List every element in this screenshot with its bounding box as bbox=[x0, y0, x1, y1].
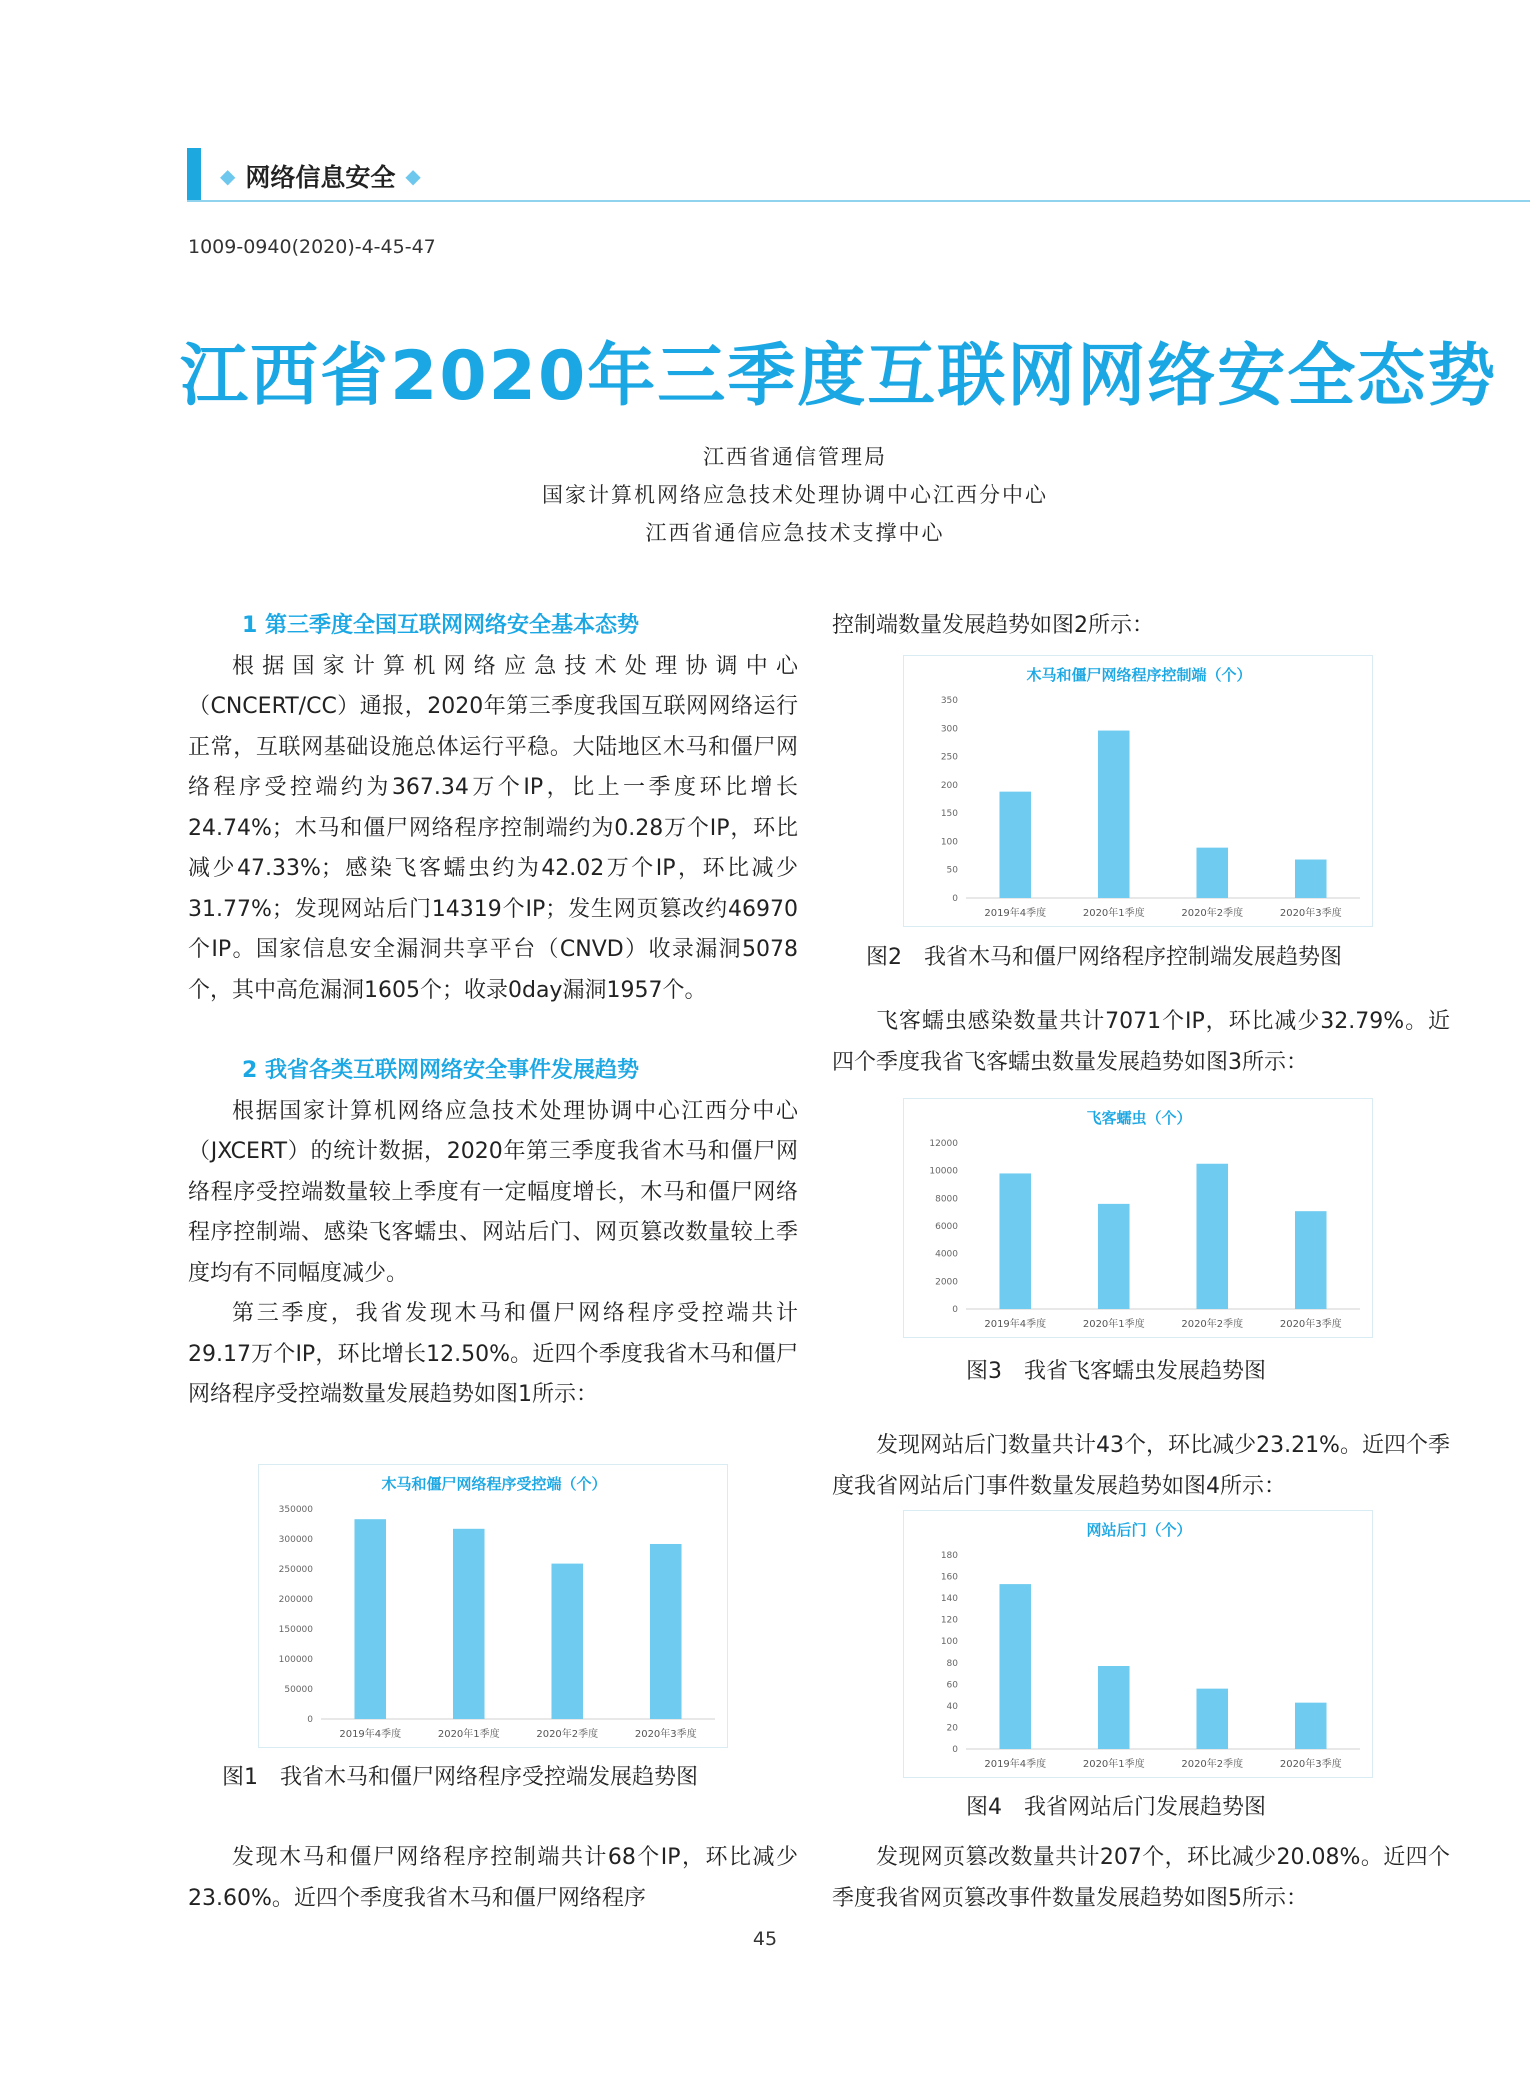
bar bbox=[1196, 1164, 1228, 1309]
y-tick-label: 4000 bbox=[935, 1249, 958, 1260]
y-tick-label: 100000 bbox=[278, 1655, 313, 1665]
left-column bbox=[188, 606, 798, 1416]
paragraph: 发现网页篡改数量共计207个，环比减少20.08%。近四个季度我省网页篡改事件数量发展趋势如图5所示： bbox=[832, 1845, 1450, 1911]
section-heading: 2 我省各类互联网网络安全事件发展趋势 bbox=[242, 1058, 639, 1083]
bar bbox=[453, 1529, 485, 1719]
bar-chart-svg bbox=[259, 1465, 729, 1749]
x-tick-label: 2020年3季度 bbox=[1279, 908, 1342, 919]
header-rule bbox=[187, 200, 1530, 202]
bar bbox=[1098, 1666, 1130, 1749]
x-tick-label: 2020年1季度 bbox=[1082, 1319, 1145, 1330]
y-tick-label: 100 bbox=[940, 837, 958, 848]
figure-4-chart bbox=[903, 1510, 1373, 1778]
y-tick-label: 140 bbox=[940, 1594, 958, 1605]
right-column-para bbox=[832, 1426, 1450, 1507]
paragraph: 控制端数量发展趋势如图2所示： bbox=[832, 613, 1154, 638]
figure-caption: 图1 我省木马和僵尸网络程序受控端发展趋势图 bbox=[222, 1765, 698, 1790]
y-tick-label: 300000 bbox=[278, 1535, 313, 1545]
bar bbox=[354, 1519, 386, 1719]
y-tick-label: 60 bbox=[946, 1680, 958, 1691]
x-tick-label: 2020年2季度 bbox=[1181, 1319, 1244, 1330]
bar bbox=[1295, 1703, 1327, 1749]
bar bbox=[1295, 1211, 1327, 1309]
right-column-para bbox=[832, 1002, 1450, 1083]
section-label-text: 网络信息安全 bbox=[245, 163, 396, 192]
y-tick-label: 300 bbox=[940, 724, 958, 735]
x-tick-label: 2020年1季度 bbox=[1082, 908, 1145, 919]
bar bbox=[999, 1173, 1031, 1309]
y-tick-label: 180 bbox=[940, 1551, 958, 1561]
y-tick-label: 12000 bbox=[929, 1139, 958, 1149]
bar bbox=[650, 1544, 682, 1719]
paragraph: 发现木马和僵尸网络程序控制端共计68个IP，环比减少23.60%。近四个季度我省木马和僵尸网络程序 bbox=[188, 1845, 798, 1911]
x-tick-label: 2020年3季度 bbox=[1279, 1319, 1342, 1330]
affiliation: 国家计算机网络应急技术处理协调中心江西分中心 bbox=[542, 483, 1048, 507]
affiliation: 江西省通信应急技术支撑中心 bbox=[645, 521, 945, 545]
x-tick-label: 2019年4季度 bbox=[339, 1729, 402, 1740]
x-tick-label: 2019年4季度 bbox=[984, 908, 1047, 919]
x-tick-label: 2020年1季度 bbox=[437, 1729, 500, 1740]
article-title: 江西省2020年三季度互联网网络安全态势 bbox=[180, 337, 1498, 416]
chart-title: 木马和僵尸网络程序受控端（个） bbox=[381, 1475, 607, 1493]
y-tick-label: 250000 bbox=[278, 1565, 313, 1575]
y-tick-label: 120 bbox=[940, 1615, 958, 1626]
y-tick-label: 350 bbox=[940, 696, 958, 706]
y-tick-label: 150 bbox=[940, 809, 958, 820]
y-tick-label: 160 bbox=[940, 1572, 958, 1583]
y-tick-label: 40 bbox=[946, 1701, 958, 1712]
y-tick-label: 0 bbox=[952, 1745, 958, 1755]
x-tick-label: 2020年2季度 bbox=[1181, 1759, 1244, 1770]
y-tick-label: 0 bbox=[952, 1305, 958, 1315]
y-tick-label: 0 bbox=[307, 1715, 313, 1725]
chart-title: 网站后门（个） bbox=[1086, 1521, 1192, 1539]
paragraph: 发现网站后门数量共计43个，环比减少23.21%。近四个季度我省网站后门事件数量发展趋势如图4所示： bbox=[832, 1433, 1450, 1499]
bar bbox=[1196, 1689, 1228, 1749]
y-tick-label: 8000 bbox=[935, 1194, 958, 1205]
y-tick-label: 20 bbox=[946, 1723, 958, 1734]
header-accent-bar bbox=[187, 148, 201, 200]
paragraph: 根据国家计算机网络应急技术处理协调中心（CNCERT/CC）通报，2020年第三季度我国互联网网络运行正常，互联网基础设施总体运行平稳。大陆地区木马和僵尸网络程序受控端约为367.34万个IP，比上一季度环比增长24.74%；木马和僵尸网络程序控制端约为0.28万个IP，环比减少47.33%；感染飞客蠕虫约为42.02万个IP，环比减少31.77%；发现网站后门14319个IP；发生网页篡改约46970个IP。国家信息安全漏洞共享平台（CNVD）收录漏洞5078个，其中高危漏洞1605个；收录0day漏洞1957个。 bbox=[188, 653, 798, 1003]
affiliations bbox=[0, 438, 1530, 552]
x-tick-label: 2019年4季度 bbox=[984, 1759, 1047, 1770]
bar bbox=[999, 1584, 1031, 1749]
figure-1-chart bbox=[258, 1464, 728, 1748]
diamond-icon: ◆ bbox=[220, 164, 236, 188]
chart-title: 飞客蠕虫（个） bbox=[1086, 1109, 1192, 1127]
bar bbox=[1295, 860, 1327, 898]
bar bbox=[999, 792, 1031, 898]
y-tick-label: 200 bbox=[940, 780, 958, 791]
bar bbox=[1098, 1204, 1130, 1309]
bar-chart-svg bbox=[904, 656, 1374, 928]
y-tick-label: 200000 bbox=[278, 1595, 313, 1605]
y-tick-label: 100 bbox=[940, 1637, 958, 1648]
y-tick-label: 350000 bbox=[278, 1505, 313, 1515]
diamond-icon: ◆ bbox=[405, 164, 421, 188]
figure-caption: 图2 我省木马和僵尸网络程序控制端发展趋势图 bbox=[866, 945, 1342, 970]
x-tick-label: 2020年2季度 bbox=[536, 1729, 599, 1740]
y-tick-label: 10000 bbox=[929, 1166, 958, 1177]
y-tick-label: 150000 bbox=[278, 1625, 313, 1635]
figure-2-chart bbox=[903, 655, 1373, 927]
figure-caption: 图4 我省网站后门发展趋势图 bbox=[966, 1795, 1266, 1820]
bar-chart-svg bbox=[904, 1099, 1374, 1339]
right-column-para bbox=[832, 1838, 1450, 1919]
section-label bbox=[220, 158, 421, 194]
right-column-top bbox=[832, 606, 1450, 647]
paragraph: 第三季度，我省发现木马和僵尸网络程序受控端共计29.17万个IP，环比增长12.50%。近四个季度我省木马和僵尸网络程序受控端数量发展趋势如图1所示： bbox=[188, 1301, 798, 1407]
section-heading: 1 第三季度全国互联网网络安全基本态势 bbox=[242, 613, 639, 638]
y-tick-label: 6000 bbox=[935, 1222, 958, 1232]
affiliation: 江西省通信管理局 bbox=[703, 445, 887, 469]
y-tick-label: 0 bbox=[952, 894, 958, 904]
paragraph: 根据国家计算机网络应急技术处理协调中心江西分中心（JXCERT）的统计数据，2020年第三季度我省木马和僵尸网络程序受控端数量较上季度有一定幅度增长，木马和僵尸网络程序控制端、感染飞客蠕虫、网站后门、网页篡改数量较上季度均有不同幅度减少。 bbox=[188, 1098, 798, 1286]
x-tick-label: 2020年1季度 bbox=[1082, 1759, 1145, 1770]
bar bbox=[551, 1564, 583, 1719]
y-tick-label: 50 bbox=[946, 865, 958, 876]
x-tick-label: 2020年2季度 bbox=[1181, 908, 1244, 919]
x-tick-label: 2020年3季度 bbox=[634, 1729, 697, 1740]
figure-caption: 图3 我省飞客蠕虫发展趋势图 bbox=[966, 1359, 1266, 1384]
x-tick-label: 2020年3季度 bbox=[1279, 1759, 1342, 1770]
bar-chart-svg bbox=[904, 1511, 1374, 1779]
figure-3-chart bbox=[903, 1098, 1373, 1338]
y-tick-label: 2000 bbox=[935, 1277, 958, 1288]
x-tick-label: 2019年4季度 bbox=[984, 1319, 1047, 1330]
y-tick-label: 50000 bbox=[284, 1685, 313, 1695]
document-code: 1009-0940(2020)-4-45-47 bbox=[188, 236, 436, 258]
chart-title: 木马和僵尸网络程序控制端（个） bbox=[1026, 666, 1252, 684]
left-column-bottom bbox=[188, 1838, 798, 1919]
bar bbox=[1098, 731, 1130, 898]
bar bbox=[1196, 848, 1228, 898]
y-tick-label: 250 bbox=[940, 752, 958, 763]
paragraph: 飞客蠕虫感染数量共计7071个IP，环比减少32.79%。近四个季度我省飞客蠕虫数量发展趋势如图3所示： bbox=[832, 1009, 1450, 1075]
page-number: 45 bbox=[752, 1928, 778, 1950]
y-tick-label: 80 bbox=[946, 1658, 958, 1669]
